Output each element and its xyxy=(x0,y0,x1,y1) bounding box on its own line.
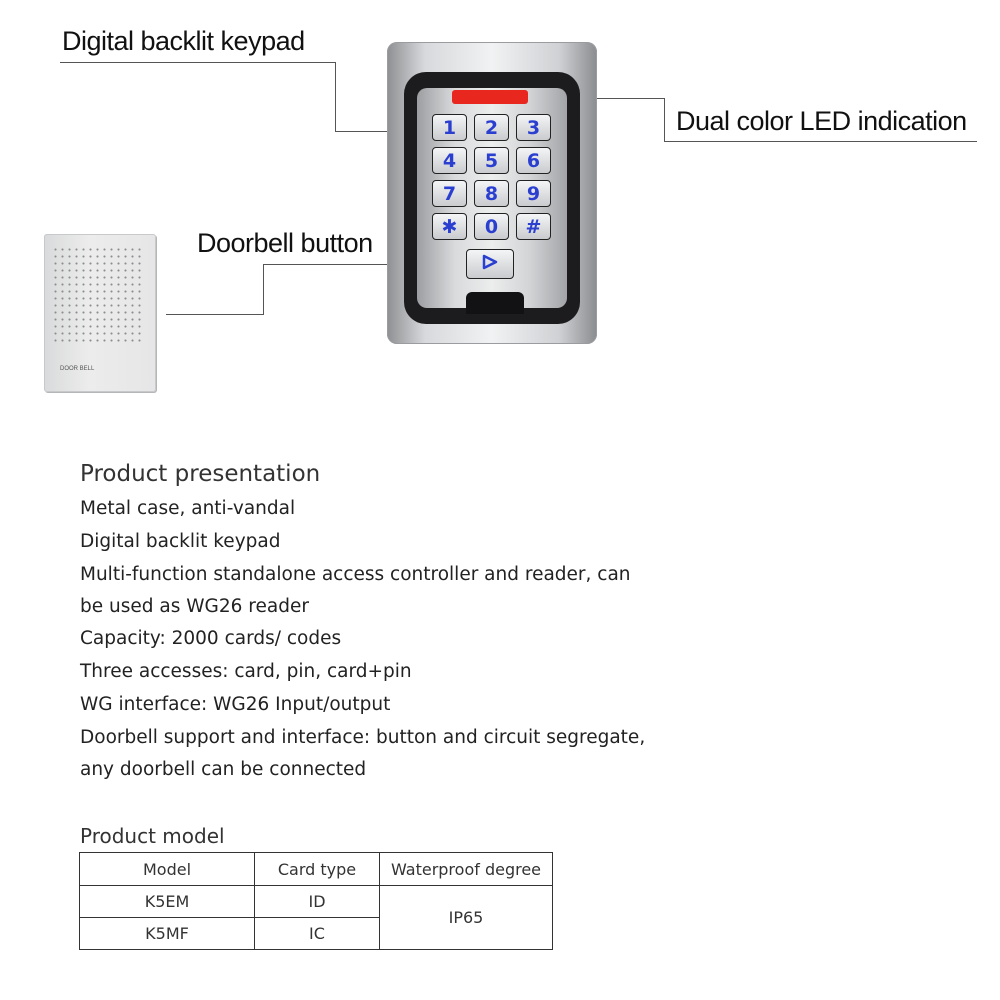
doorbell-speaker-grille xyxy=(52,246,142,344)
presentation-line: WG interface: WG26 Input/output xyxy=(80,694,391,715)
table-cell-card-type: ID xyxy=(255,886,380,918)
card-reader-notch xyxy=(466,292,524,314)
doorbell-unit-label: DOOR BELL xyxy=(60,366,95,372)
presentation-title: Product presentation xyxy=(80,461,321,487)
key-6: 6 xyxy=(516,147,551,174)
presentation-line: Three accesses: card, pin, card+pin xyxy=(80,661,412,682)
callout-led-label: Dual color LED indication xyxy=(676,106,967,136)
callout-keypad-label: Digital backlit keypad xyxy=(62,26,305,56)
model-table xyxy=(79,852,553,950)
led-indicator xyxy=(452,90,528,104)
presentation-line: Doorbell support and interface: button and circuit segregate, xyxy=(80,727,646,748)
doorbell-key xyxy=(466,249,514,279)
presentation-line: Metal case, anti-vandal xyxy=(80,498,296,519)
callout-led-leader-v xyxy=(664,98,665,142)
presentation-line: Capacity: 2000 cards/ codes xyxy=(80,628,342,649)
key-9: 9 xyxy=(516,180,551,207)
bell-icon xyxy=(481,254,499,275)
key-5: 5 xyxy=(474,147,509,174)
table-header-card-type: Card type xyxy=(255,853,380,886)
callout-keypad-underline xyxy=(60,62,336,63)
key-4: 4 xyxy=(432,147,467,174)
table-cell-model: K5MF xyxy=(80,918,255,950)
table-row xyxy=(80,886,553,918)
callout-keypad-leader-v xyxy=(335,62,336,132)
key-8: 8 xyxy=(474,180,509,207)
key-2: 2 xyxy=(474,114,509,141)
table-cell-card-type: IC xyxy=(255,918,380,950)
presentation-line: Multi-function standalone access controller and reader, can xyxy=(80,564,631,585)
presentation-line: any doorbell can be connected xyxy=(80,759,367,780)
callout-doorbell-label: Doorbell button xyxy=(197,228,373,258)
callout-doorbell-leader-v xyxy=(263,264,264,315)
key-hash: # xyxy=(516,213,551,240)
callout-doorbell-leader-h2 xyxy=(166,314,264,315)
key-1: 1 xyxy=(432,114,467,141)
table-cell-waterproof: IP65 xyxy=(380,886,553,950)
key-0: 0 xyxy=(474,213,509,240)
table-header-waterproof: Waterproof degree xyxy=(380,853,553,886)
presentation-line: Digital backlit keypad xyxy=(80,531,281,552)
key-star: ✱ xyxy=(432,213,467,240)
model-title: Product model xyxy=(80,824,225,848)
table-header-model: Model xyxy=(80,853,255,886)
key-7: 7 xyxy=(432,180,467,207)
key-3: 3 xyxy=(516,114,551,141)
callout-led-underline xyxy=(664,141,977,142)
table-cell-model: K5EM xyxy=(80,886,255,918)
presentation-line: be used as WG26 reader xyxy=(80,596,309,617)
